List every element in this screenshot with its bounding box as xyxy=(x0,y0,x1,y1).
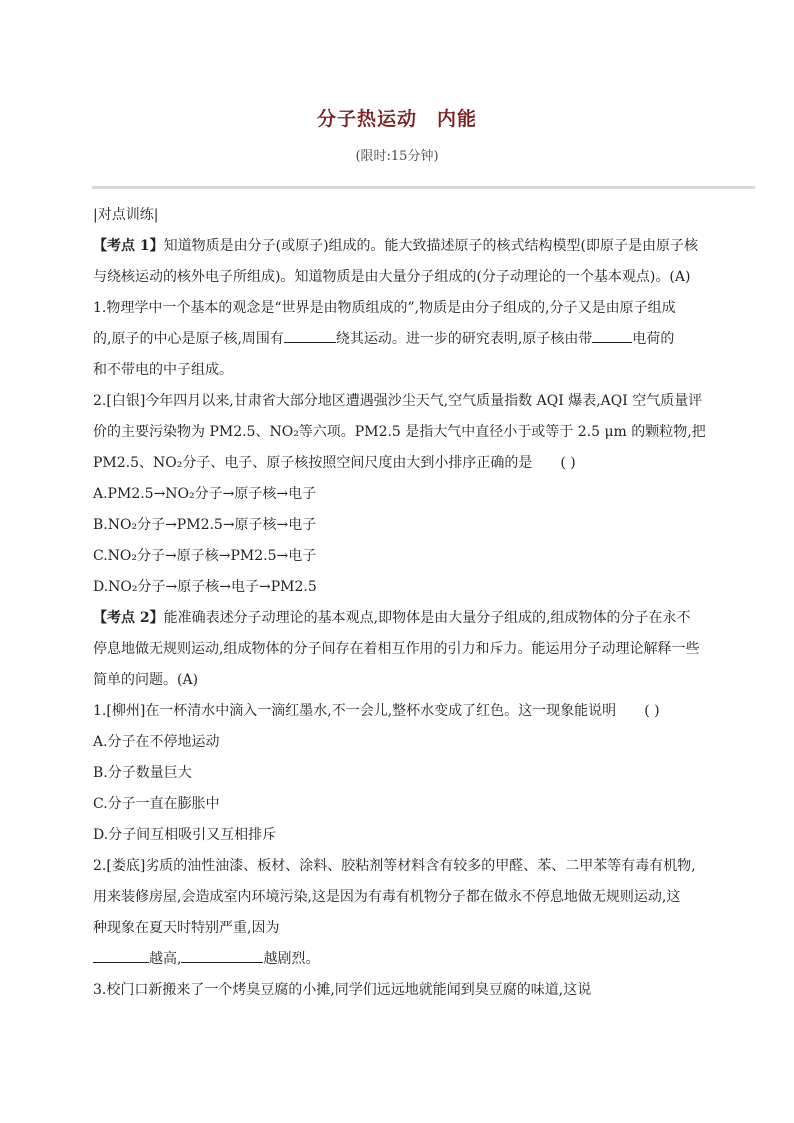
option-a[interactable]: A.PM2.5→NO₂分子→原子核→电子 xyxy=(93,486,317,502)
question-2-line-1: 2.[白银]今年四月以来,甘肃省大部分地区遭遇强沙尘天气,空气质量指数 AQI 爆表,AQI 空气质量评 xyxy=(93,393,703,409)
knowledge-point-2-line-1 xyxy=(93,603,708,634)
question-text: 越高, xyxy=(149,951,182,967)
question-2-line-3 xyxy=(93,448,708,479)
time-limit: (限时:15分钟) xyxy=(355,149,439,164)
content xyxy=(93,200,708,1006)
question-4-line-1: 2.[娄底]劣质的油性油漆、板材、涂料、胶粘剂等材料含有较多的甲醛、苯、二甲苯等有毒有机物, xyxy=(93,858,696,874)
knowledge-point-tag: 【考点 1】 xyxy=(93,238,164,254)
option-d[interactable]: D.NO₂分子→原子核→电子→PM2.5 xyxy=(93,579,317,595)
question-5-line-1: 3.校门口新搬来了一个烤臭豆腐的小摊,同学们远远地就能闻到臭豆腐的味道,这说 xyxy=(93,982,592,998)
question-1-line-2 xyxy=(93,324,708,355)
knowledge-point-2-line-3: 简单的问题。(A) xyxy=(93,672,199,688)
question-3-line-1 xyxy=(93,696,708,727)
option-a[interactable]: A.分子在不停地运动 xyxy=(93,734,220,750)
answer-blank[interactable] xyxy=(93,946,149,963)
knowledge-point-1-line-1 xyxy=(93,231,708,262)
question-text: 1.[柳州]在一杯清水中滴入一滴红墨水,不一会儿,整杯水变成了红色。这一现象能说明 xyxy=(93,703,617,719)
knowledge-point-1-line-2: 与绕核运动的核外电子所组成)。知道物质是由大量分子组成的(分子动理论的一个基本观点)。(A) xyxy=(93,269,691,285)
question-2-line-2: 价的主要污染物为 PM2.5、NO₂等六项。PM2.5 是指大气中直径小于或等于 2.5 μm 的颗粒物,把 xyxy=(93,424,706,440)
knowledge-point-2-line-2: 停息地做无规则运动,组成物体的分子间存在着相互作用的引力和斥力。能运用分子动理论解释一些 xyxy=(93,641,700,657)
question-text: 的,原子的中心是原子核,周围有 xyxy=(93,331,284,347)
answer-parentheses[interactable]: ( ) xyxy=(644,703,660,719)
knowledge-point-text: 知道物质是由分子(或原子)组成的。能大致描述原子的核式结构模型(即原子是由原子核 xyxy=(163,238,699,254)
question-text: PM2.5、NO₂分子、电子、原子核按照空间尺度由大到小排序正确的是 xyxy=(93,455,533,471)
question-4-line-3: 种现象在夏天时特别严重,因为 xyxy=(93,920,280,936)
section-label: |对点训练| xyxy=(93,207,159,223)
option-c[interactable]: C.分子一直在膨胀中 xyxy=(93,796,220,812)
answer-blank[interactable] xyxy=(284,326,336,343)
answer-blank[interactable] xyxy=(592,326,632,343)
option-b[interactable]: B.NO₂分子→PM2.5→原子核→电子 xyxy=(93,517,317,533)
question-4-line-4 xyxy=(93,944,708,975)
question-text: 电荷的 xyxy=(632,331,675,347)
knowledge-point-tag: 【考点 2】 xyxy=(93,610,164,626)
option-c[interactable]: C.NO₂分子→原子核→PM2.5→电子 xyxy=(93,548,317,564)
question-text: 绕其运动。进一步的研究表明,原子核由带 xyxy=(335,331,593,347)
answer-blank[interactable] xyxy=(181,946,263,963)
question-1-line-3: 和不带电的中子组成。 xyxy=(93,362,233,378)
option-b[interactable]: B.分子数量巨大 xyxy=(93,765,192,781)
question-text: 越剧烈。 xyxy=(263,951,320,967)
option-d[interactable]: D.分子间互相吸引又互相排斥 xyxy=(93,827,277,843)
knowledge-point-text: 能准确表述分子动理论的基本观点,即物体是由大量分子组成的,组成物体的分子在永不 xyxy=(163,610,691,626)
divider xyxy=(92,186,755,189)
question-1-line-1: 1.物理学中一个基本的观念是“世界是由物质组成的”,物质是由分子组成的,分子又是由原子组成 xyxy=(93,300,676,316)
page-title: 分子热运动 内能 xyxy=(316,108,477,130)
answer-parentheses[interactable]: ( ) xyxy=(560,455,576,471)
question-4-line-2: 用来装修房屋,会造成室内环境污染,这是因为有毒有机物分子都在做永不停息地做无规则运动,这 xyxy=(93,889,681,905)
